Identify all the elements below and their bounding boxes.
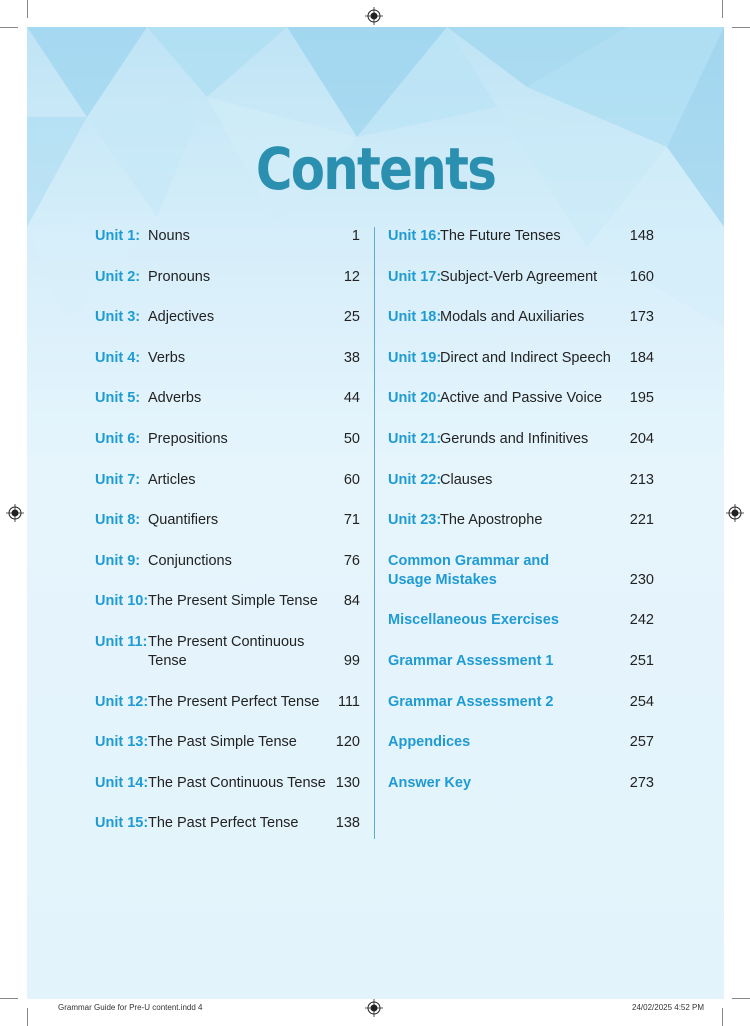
contents-entry-special[interactable] [388,552,654,590]
contents-entry[interactable] [388,308,654,327]
contents-entry[interactable] [95,733,360,752]
contents-entry-special[interactable] [388,733,654,752]
page-number: 242 [629,612,654,628]
crop-mark [732,27,750,28]
unit-label: Unit 14: [95,775,149,791]
page-number: 148 [629,228,654,244]
entry-title: Common Grammar and Usage Mistakes [388,553,550,588]
entry-title: Adjectives [148,309,215,325]
crop-mark [732,998,750,999]
contents-entry[interactable] [95,633,360,671]
page-number: 1 [351,228,360,244]
unit-label: Unit 4: [95,350,141,366]
entry-title: Miscellaneous Exercises [388,612,559,628]
contents-entry[interactable] [95,268,360,287]
entry-title: Quantifiers [148,512,219,528]
contents-entry[interactable] [95,308,360,327]
contents-page [27,27,724,999]
page-number: 38 [343,350,360,366]
registration-mark-icon [6,504,24,522]
page-number: 111 [337,694,360,710]
crop-mark [722,0,723,18]
page-number: 76 [343,553,360,569]
entry-title: The Future Tenses [440,228,561,244]
page-number: 195 [629,390,654,406]
entry-title: The Present Perfect Tense [148,694,320,710]
unit-label: Unit 13: [95,734,149,750]
entry-title: Active and Passive Voice [440,390,603,406]
page-number: 12 [343,269,360,285]
footer-timestamp: 24/02/2025 4:52 PM [632,1003,705,1012]
page-number: 99 [343,653,360,669]
entry-title: Modals and Auxiliaries [440,309,585,325]
entry-title: Grammar Assessment 1 [388,653,554,669]
unit-label: Unit 3: [95,309,141,325]
registration-mark-icon [365,999,383,1017]
page-number: 84 [343,593,360,609]
page-number: 204 [629,431,654,447]
contents-entry[interactable] [388,268,654,287]
entry-title: Verbs [148,350,186,366]
entry-title: Grammar Assessment 2 [388,694,554,710]
page-number: 184 [629,350,654,366]
contents-entry[interactable] [95,511,360,530]
unit-label: Unit 11: [95,634,148,650]
contents-entry[interactable] [95,227,360,246]
crop-mark [27,0,28,18]
contents-entry[interactable] [388,430,654,449]
entry-title: The Present Continuous Tense [148,634,305,669]
contents-entry[interactable] [388,349,654,368]
unit-label: Unit 19: [388,350,442,366]
contents-entry[interactable] [95,774,360,793]
unit-label: Unit 20: [388,390,442,406]
unit-label: Unit 1: [95,228,141,244]
entry-title: The Present Simple Tense [148,593,318,609]
unit-label: Unit 17: [388,269,442,285]
contents-entry[interactable] [95,693,360,712]
entry-title: Prepositions [148,431,228,447]
registration-mark-icon [365,7,383,25]
page-number: 173 [629,309,654,325]
contents-entry[interactable] [95,592,360,611]
unit-label: Unit 23: [388,512,442,528]
contents-entry[interactable] [95,389,360,408]
entry-title: The Past Simple Tense [148,734,297,750]
contents-entry[interactable] [95,552,360,571]
crop-mark [722,1008,723,1026]
entry-title: Nouns [148,228,190,244]
entry-title: Clauses [440,472,493,488]
page-number: 254 [629,694,654,710]
page-title: Contents [255,135,496,203]
crop-mark [0,27,18,28]
unit-label: Unit 7: [95,472,141,488]
unit-label: Unit 15: [95,815,149,831]
column-divider [374,227,375,839]
contents-entry[interactable] [95,471,360,490]
page-number: 221 [629,512,654,528]
unit-label: Unit 6: [95,431,141,447]
contents-entry[interactable] [388,471,654,490]
page-number: 120 [335,734,360,750]
entry-title: Answer Key [388,775,472,791]
unit-label: Unit 18: [388,309,442,325]
page-number: 251 [629,653,654,669]
entry-title: Appendices [388,734,471,750]
page-number: 273 [629,775,654,791]
page-number: 257 [629,734,654,750]
unit-label: Unit 9: [95,553,141,569]
contents-entry-special[interactable] [388,611,654,630]
page-number: 213 [629,472,654,488]
unit-label: Unit 12: [95,694,149,710]
contents-entry[interactable] [95,349,360,368]
contents-entry-special[interactable] [388,652,654,671]
entry-title: The Past Perfect Tense [148,815,299,831]
page-number: 71 [343,512,360,528]
unit-label: Unit 5: [95,390,141,406]
entry-title: Subject-Verb Agreement [440,269,598,285]
entry-title: Direct and Indirect Speech [440,350,611,366]
entry-title: Adverbs [148,390,202,406]
unit-label: Unit 22: [388,472,442,488]
footer-file-label: Grammar Guide for Pre-U content.indd 4 [58,1003,203,1012]
entry-title: Conjunctions [148,553,232,569]
entry-title: Pronouns [148,269,211,285]
contents-entry[interactable] [388,227,654,246]
unit-label: Unit 8: [95,512,141,528]
page-number: 160 [629,269,654,285]
entry-title: The Apostrophe [440,512,543,528]
page-number: 25 [343,309,360,325]
contents-entry-special[interactable] [388,693,654,712]
page-number: 44 [343,390,360,406]
contents-entry[interactable] [388,511,654,530]
entry-title: The Past Continuous Tense [148,775,326,791]
contents-entry[interactable] [95,814,360,833]
unit-label: Unit 2: [95,269,141,285]
page-number: 50 [343,431,360,447]
contents-entry-special[interactable] [388,774,654,793]
unit-label: Unit 10: [95,593,149,609]
page-number: 130 [335,775,360,791]
contents-entry[interactable] [95,430,360,449]
page-number: 60 [343,472,360,488]
entry-title: Articles [148,472,196,488]
page-number: 230 [629,572,654,588]
entry-title: Gerunds and Infinitives [440,431,589,447]
page-number: 138 [335,815,360,831]
contents-entry[interactable] [388,389,654,408]
crop-mark [0,998,18,999]
registration-mark-icon [726,504,744,522]
crop-mark [27,1008,28,1026]
unit-label: Unit 21: [388,431,442,447]
unit-label: Unit 16: [388,228,442,244]
